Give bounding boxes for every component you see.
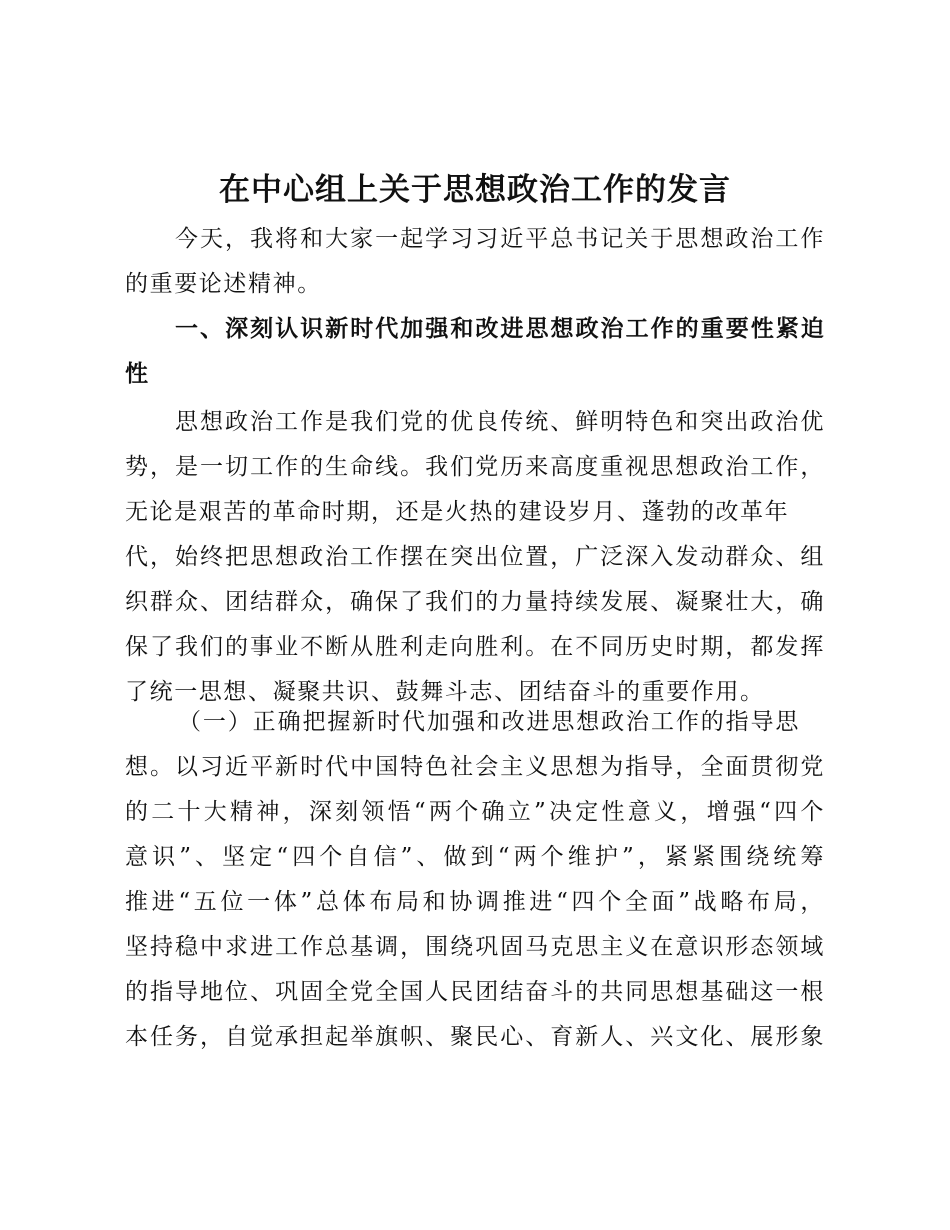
paragraph2-line-6: 坚持稳中求进工作总基调，围绕巩固马克思主义在意识形态领域 <box>125 934 825 960</box>
intro-line-2: 的重要论述精神。 <box>125 271 322 297</box>
paragraph2-line-5: 推进“五位一体”总体布局和协调推进“四个全面”战略布局， <box>125 889 825 915</box>
paragraph2-line-4: 意识”、坚定“四个自信”、做到“两个维护”，紧紧围绕统筹 <box>125 844 825 870</box>
paragraph1-line-4: 代，始终把思想政治工作摆在突出位置，广泛深入发动群众、组 <box>125 544 825 570</box>
intro-line-1: 今天，我将和大家一起学习习近平总书记关于思想政治工作 <box>175 226 825 252</box>
paragraph1-line-5: 织群众、团结群众，确保了我们的力量持续发展、凝聚壮大，确 <box>125 589 825 615</box>
paragraph2-line-7: 的指导地位、巩固全党全国人民团结奋斗的共同思想基础这一根 <box>125 979 825 1005</box>
paragraph1-line-3: 无论是艰苦的革命时期，还是火热的建设岁月、蓬勃的改革年 <box>125 499 790 525</box>
section-heading-line-1: 一、深刻认识新时代加强和改进思想政治工作的重要性紧迫 <box>175 316 825 342</box>
paragraph1-line-7: 了统一思想、凝聚共识、鼓舞斗志、团结奋斗的重要作用。 <box>125 679 765 705</box>
paragraph2-line-2: 想。以习近平新时代中国特色社会主义思想为指导，全面贯彻党 <box>125 754 825 780</box>
paragraph1-line-1: 思想政治工作是我们党的优良传统、鲜明特色和突出政治优 <box>175 409 825 435</box>
paragraph2-line-3: 的二十大精神，深刻领悟“两个确立”决定性意义，增强“四个 <box>125 799 825 825</box>
paragraph1-line-2: 势，是一切工作的生命线。我们党历来高度重视思想政治工作， <box>125 454 825 480</box>
paragraph2-line-1: （一）正确把握新时代加强和改进思想政治工作的指导思 <box>178 709 800 735</box>
document-title: 在中心组上关于思想政治工作的发言 <box>219 172 731 208</box>
paragraph2-line-8: 本任务，自觉承担起举旗帜、聚民心、育新人、兴文化、展形象 <box>125 1024 825 1050</box>
section-heading-line-2: 性 <box>125 361 150 387</box>
paragraph1-line-6: 保了我们的事业不断从胜利走向胜利。在不同历史时期，都发挥 <box>125 634 825 660</box>
